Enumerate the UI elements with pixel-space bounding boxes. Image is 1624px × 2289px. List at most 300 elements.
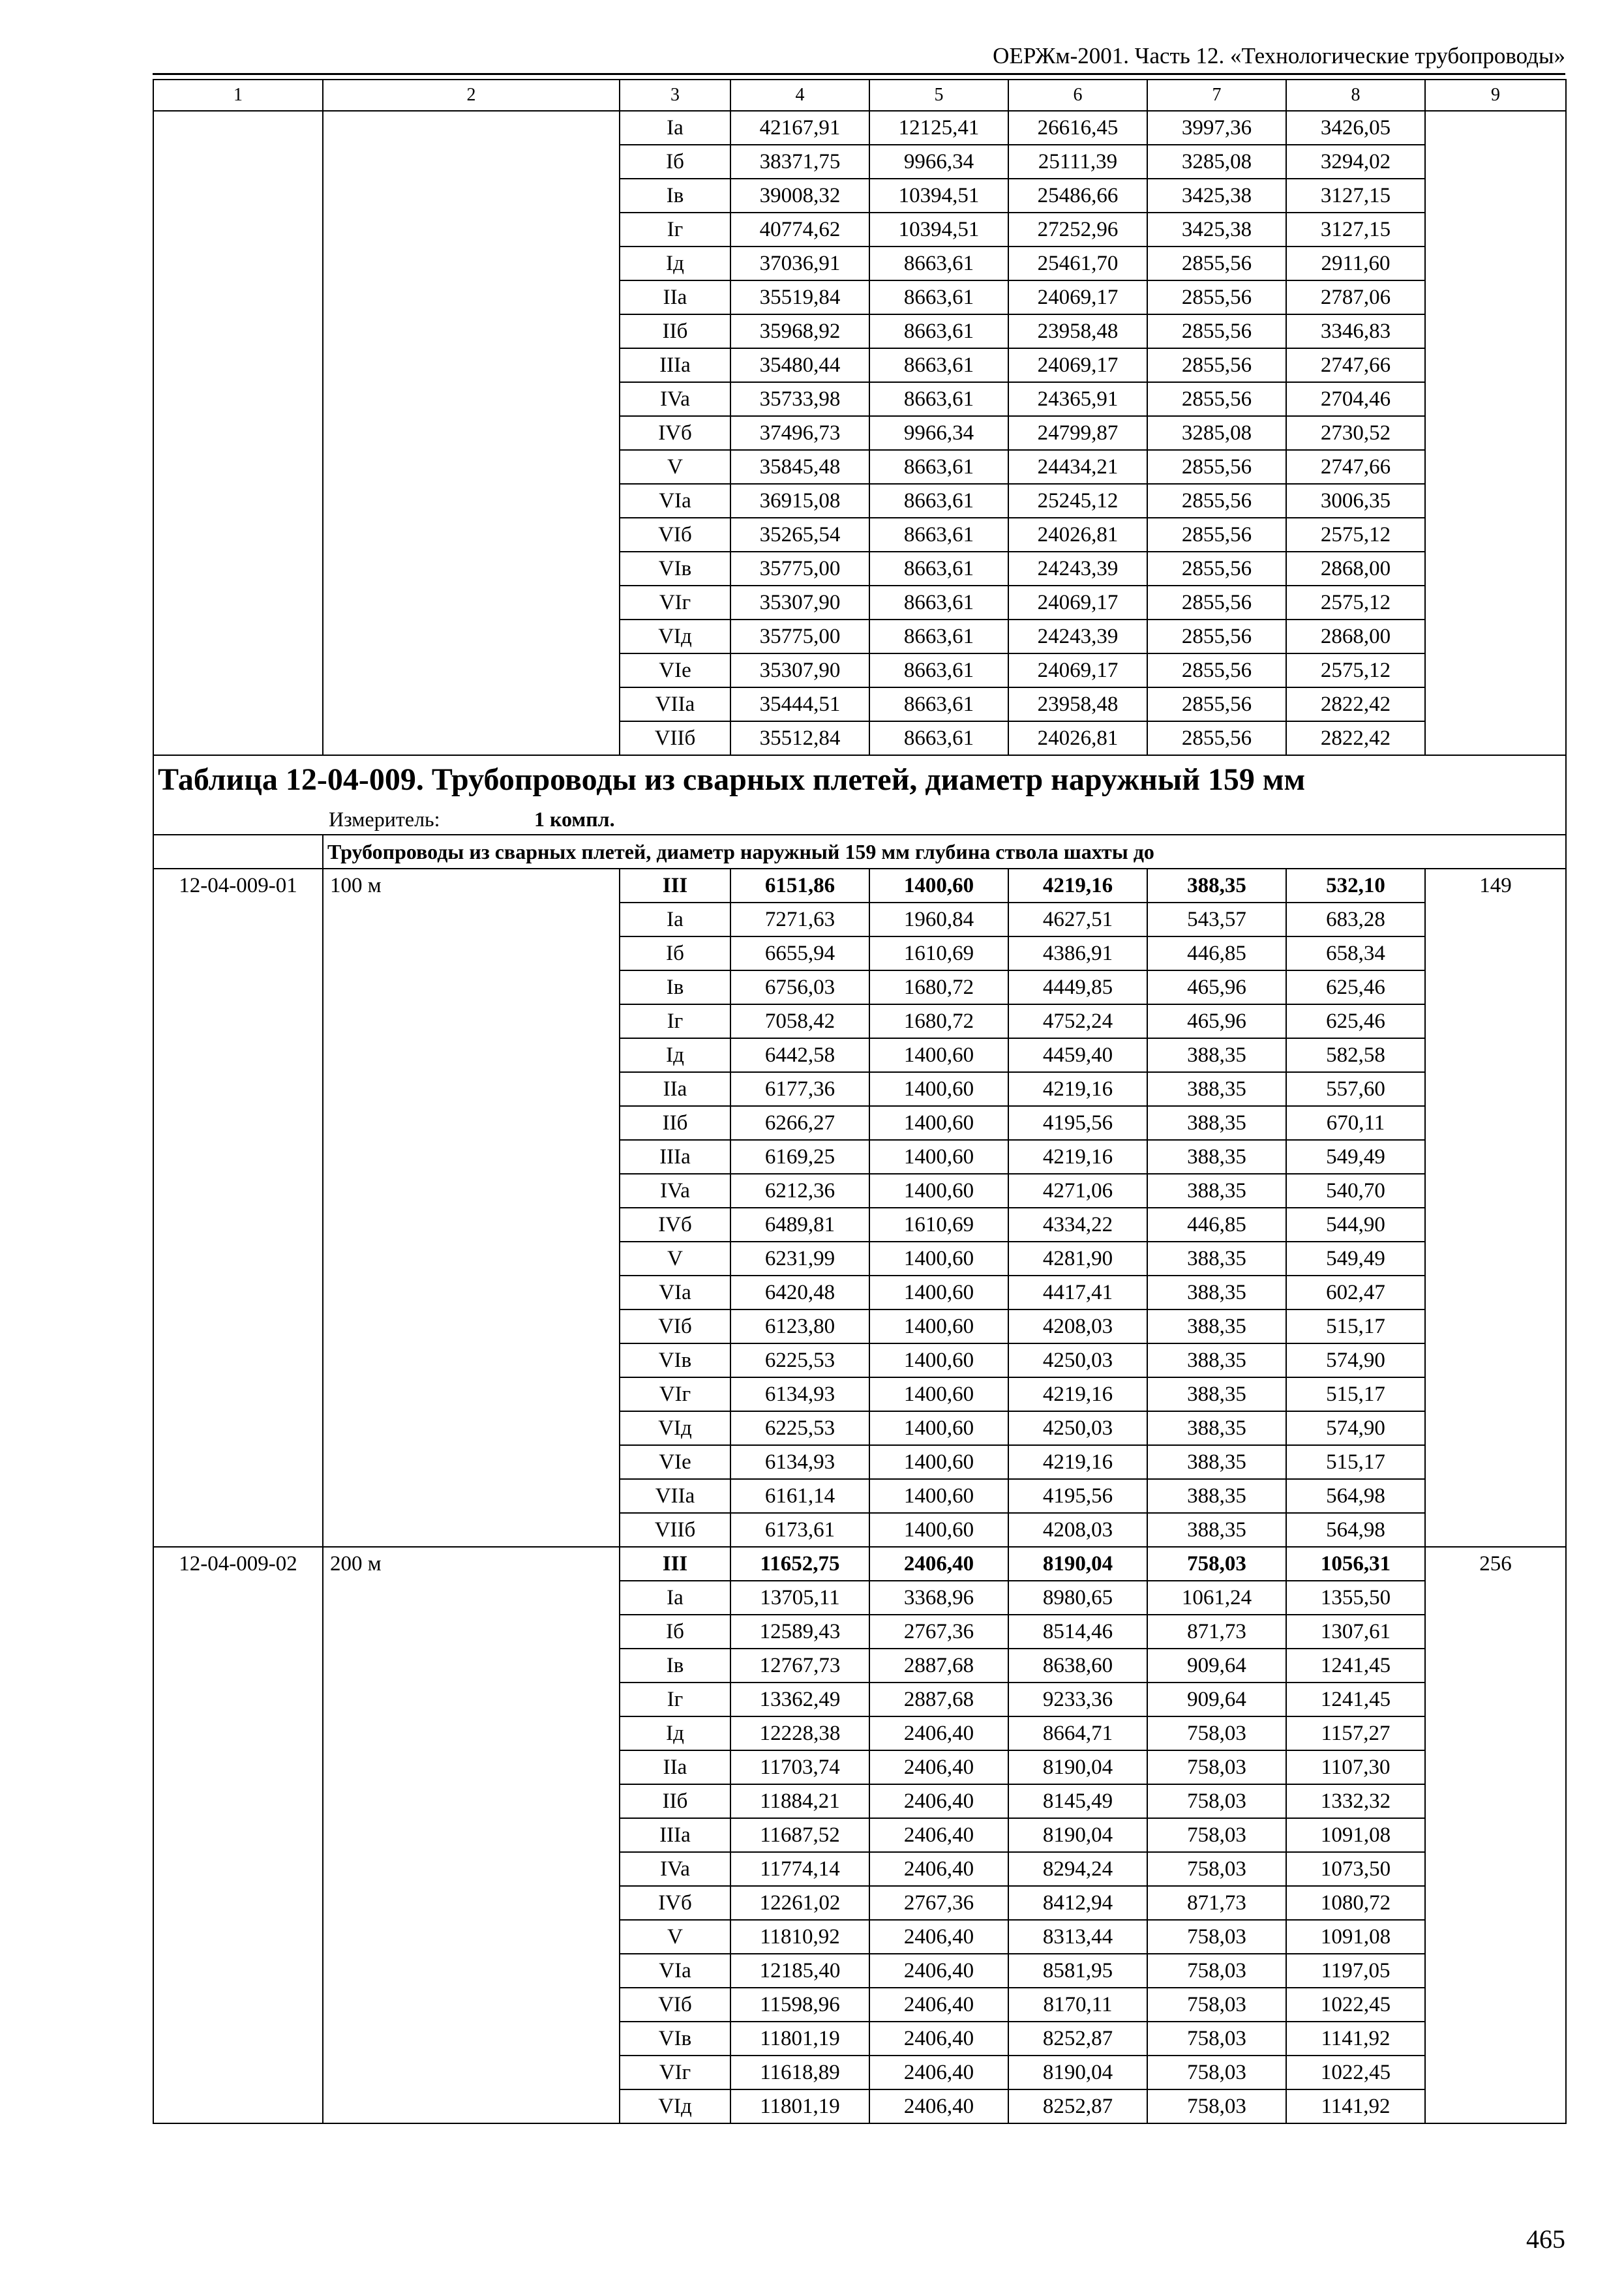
value-cell: 2868,00 bbox=[1286, 620, 1425, 653]
value-cell: 40774,62 bbox=[730, 213, 869, 247]
value-cell: 24026,81 bbox=[1008, 518, 1147, 552]
value-cell: 35775,00 bbox=[730, 552, 869, 586]
table-title: Таблица 12-04-009. Трубопроводы из сварных плетей, диаметр наружный 159 мм bbox=[153, 755, 1566, 804]
value-cell: 8663,61 bbox=[869, 687, 1008, 721]
value-cell: 8663,61 bbox=[869, 620, 1008, 653]
zone-cell: IIб bbox=[620, 1106, 730, 1140]
value-cell: 6420,48 bbox=[730, 1276, 869, 1309]
value-cell: 388,35 bbox=[1147, 1242, 1286, 1276]
value-cell: 2855,56 bbox=[1147, 450, 1286, 484]
value-cell: 4449,85 bbox=[1008, 970, 1147, 1004]
value-cell: 12589,43 bbox=[730, 1615, 869, 1649]
value-cell: 9966,34 bbox=[869, 416, 1008, 450]
value-cell: 2855,56 bbox=[1147, 314, 1286, 348]
value-cell: 1400,60 bbox=[869, 1411, 1008, 1445]
value-cell: 11884,21 bbox=[730, 1784, 869, 1818]
value-cell: 543,57 bbox=[1147, 903, 1286, 936]
zone-cell: VIв bbox=[620, 552, 730, 586]
value-cell: 3006,35 bbox=[1286, 484, 1425, 518]
table-row bbox=[153, 111, 1566, 145]
value-cell: 1141,92 bbox=[1286, 2089, 1425, 2123]
column-number: 2 bbox=[323, 80, 620, 111]
unit-value: 1 компл. bbox=[534, 807, 615, 831]
zone-cell: VIд bbox=[620, 2089, 730, 2123]
value-cell: 1400,60 bbox=[869, 1276, 1008, 1309]
value-cell: 4627,51 bbox=[1008, 903, 1147, 936]
value-cell: 1141,92 bbox=[1286, 2022, 1425, 2056]
zone-cell: VIIa bbox=[620, 687, 730, 721]
zone-cell: Iб bbox=[620, 1615, 730, 1649]
value-cell: 4752,24 bbox=[1008, 1004, 1147, 1038]
value-cell: 1056,31 bbox=[1286, 1547, 1425, 1581]
value-cell: 871,73 bbox=[1147, 1615, 1286, 1649]
item-total: 256 bbox=[1425, 1547, 1566, 2123]
zone-cell: VIIб bbox=[620, 1513, 730, 1547]
column-number: 1 bbox=[153, 80, 323, 111]
value-cell: 388,35 bbox=[1147, 1513, 1286, 1547]
value-cell: 2575,12 bbox=[1286, 586, 1425, 620]
value-cell: 6169,25 bbox=[730, 1140, 869, 1174]
unit-label: Измеритель: bbox=[329, 807, 440, 831]
value-cell: 25245,12 bbox=[1008, 484, 1147, 518]
value-cell: 2406,40 bbox=[869, 1954, 1008, 1988]
table-body bbox=[153, 80, 1566, 2123]
value-cell: 758,03 bbox=[1147, 1818, 1286, 1852]
zone-cell: IIб bbox=[620, 1784, 730, 1818]
value-cell: 6756,03 bbox=[730, 970, 869, 1004]
value-cell: 7058,42 bbox=[730, 1004, 869, 1038]
unit-cell bbox=[153, 804, 1566, 835]
value-cell: 1157,27 bbox=[1286, 1716, 1425, 1750]
value-cell: 8663,61 bbox=[869, 348, 1008, 382]
value-cell: 465,96 bbox=[1147, 1004, 1286, 1038]
value-cell: 2787,06 bbox=[1286, 280, 1425, 314]
value-cell: 4219,16 bbox=[1008, 1072, 1147, 1106]
value-cell: 625,46 bbox=[1286, 1004, 1425, 1038]
value-cell: 388,35 bbox=[1147, 1445, 1286, 1479]
table-title-row bbox=[153, 755, 1566, 804]
value-cell: 1355,50 bbox=[1286, 1581, 1425, 1615]
value-cell: 758,03 bbox=[1147, 1547, 1286, 1581]
value-cell: 2406,40 bbox=[869, 1818, 1008, 1852]
value-cell: 1022,45 bbox=[1286, 2056, 1425, 2089]
zone-cell: VIa bbox=[620, 1276, 730, 1309]
zone-cell: IIIa bbox=[620, 1140, 730, 1174]
value-cell: 8663,61 bbox=[869, 586, 1008, 620]
value-cell: 11801,19 bbox=[730, 2022, 869, 2056]
value-cell: 4459,40 bbox=[1008, 1038, 1147, 1072]
value-cell: 8190,04 bbox=[1008, 1818, 1147, 1852]
value-cell: 3997,36 bbox=[1147, 111, 1286, 145]
zone-cell: V bbox=[620, 450, 730, 484]
section-heading-cell bbox=[323, 835, 1566, 869]
column-number: 5 bbox=[869, 80, 1008, 111]
value-cell: 683,28 bbox=[1286, 903, 1425, 936]
value-cell: 2855,56 bbox=[1147, 484, 1286, 518]
value-cell: 8581,95 bbox=[1008, 1954, 1147, 1988]
value-cell: 544,90 bbox=[1286, 1208, 1425, 1242]
value-cell: 3346,83 bbox=[1286, 314, 1425, 348]
value-cell: 2855,56 bbox=[1147, 247, 1286, 280]
value-cell: 11598,96 bbox=[730, 1988, 869, 2022]
value-cell: 532,10 bbox=[1286, 869, 1425, 903]
value-cell: 871,73 bbox=[1147, 1886, 1286, 1920]
value-cell: 582,58 bbox=[1286, 1038, 1425, 1072]
value-cell: 4386,91 bbox=[1008, 936, 1147, 970]
zone-cell: Iд bbox=[620, 1038, 730, 1072]
value-cell: 388,35 bbox=[1147, 1106, 1286, 1140]
value-cell: 2406,40 bbox=[869, 1547, 1008, 1581]
value-cell: 2855,56 bbox=[1147, 552, 1286, 586]
value-cell: 388,35 bbox=[1147, 1072, 1286, 1106]
value-cell: 8663,61 bbox=[869, 450, 1008, 484]
value-cell: 564,98 bbox=[1286, 1479, 1425, 1513]
value-cell: 4250,03 bbox=[1008, 1343, 1147, 1377]
value-cell: 4219,16 bbox=[1008, 1445, 1147, 1479]
column-number: 7 bbox=[1147, 80, 1286, 111]
value-cell: 4271,06 bbox=[1008, 1174, 1147, 1208]
value-cell: 1332,32 bbox=[1286, 1784, 1425, 1818]
value-cell: 388,35 bbox=[1147, 1276, 1286, 1309]
value-cell: 11703,74 bbox=[730, 1750, 869, 1784]
value-cell: 2406,40 bbox=[869, 2089, 1008, 2123]
value-cell: 24069,17 bbox=[1008, 280, 1147, 314]
value-cell: 388,35 bbox=[1147, 1038, 1286, 1072]
zone-cell: IVa bbox=[620, 1174, 730, 1208]
value-cell: 1022,45 bbox=[1286, 1988, 1425, 2022]
value-cell: 2855,56 bbox=[1147, 653, 1286, 687]
zone-cell: Iд bbox=[620, 1716, 730, 1750]
value-cell: 2767,36 bbox=[869, 1615, 1008, 1649]
value-cell: 10394,51 bbox=[869, 179, 1008, 213]
zone-cell: VIIa bbox=[620, 1479, 730, 1513]
value-cell: 4208,03 bbox=[1008, 1309, 1147, 1343]
value-cell: 8663,61 bbox=[869, 552, 1008, 586]
zone-cell: IIa bbox=[620, 1750, 730, 1784]
value-cell: 9233,36 bbox=[1008, 1683, 1147, 1716]
value-cell: 1400,60 bbox=[869, 1038, 1008, 1072]
value-cell: 8252,87 bbox=[1008, 2089, 1147, 2123]
value-cell: 388,35 bbox=[1147, 1309, 1286, 1343]
value-cell: 38371,75 bbox=[730, 145, 869, 179]
value-cell: 4195,56 bbox=[1008, 1106, 1147, 1140]
value-cell: 8514,46 bbox=[1008, 1615, 1147, 1649]
item-code: 12-04-009-01 bbox=[153, 869, 323, 1547]
value-cell: 8664,71 bbox=[1008, 1716, 1147, 1750]
zone-cell: Ia bbox=[620, 903, 730, 936]
value-cell: 670,11 bbox=[1286, 1106, 1425, 1140]
value-cell: 6489,81 bbox=[730, 1208, 869, 1242]
value-cell: 1400,60 bbox=[869, 1343, 1008, 1377]
zone-cell: IVб bbox=[620, 1208, 730, 1242]
value-cell: 6225,53 bbox=[730, 1411, 869, 1445]
value-cell: 8190,04 bbox=[1008, 1547, 1147, 1581]
column-number: 8 bbox=[1286, 80, 1425, 111]
value-cell: 1400,60 bbox=[869, 1513, 1008, 1547]
value-cell: 602,47 bbox=[1286, 1276, 1425, 1309]
value-cell: 2822,42 bbox=[1286, 721, 1425, 755]
value-cell: 27252,96 bbox=[1008, 213, 1147, 247]
value-cell: 8663,61 bbox=[869, 721, 1008, 755]
zone-cell: V bbox=[620, 1242, 730, 1276]
value-cell: 24799,87 bbox=[1008, 416, 1147, 450]
zone-cell: VIг bbox=[620, 1377, 730, 1411]
value-cell: 8980,65 bbox=[1008, 1581, 1147, 1615]
zone-cell: IIa bbox=[620, 280, 730, 314]
value-cell: 1061,24 bbox=[1147, 1581, 1286, 1615]
zone-cell: VIг bbox=[620, 586, 730, 620]
column-number: 3 bbox=[620, 80, 730, 111]
value-cell: 6212,36 bbox=[730, 1174, 869, 1208]
value-cell: 758,03 bbox=[1147, 1988, 1286, 2022]
value-cell: 8663,61 bbox=[869, 484, 1008, 518]
value-cell: 2406,40 bbox=[869, 1988, 1008, 2022]
value-cell: 35519,84 bbox=[730, 280, 869, 314]
header-rule bbox=[153, 73, 1565, 75]
value-cell: 26616,45 bbox=[1008, 111, 1147, 145]
zone-cell: VIг bbox=[620, 2056, 730, 2089]
value-cell: 1241,45 bbox=[1286, 1683, 1425, 1716]
value-cell: 11618,89 bbox=[730, 2056, 869, 2089]
value-cell: 9966,34 bbox=[869, 145, 1008, 179]
zone-cell: Ia bbox=[620, 111, 730, 145]
value-cell: 4417,41 bbox=[1008, 1276, 1147, 1309]
value-cell: 1107,30 bbox=[1286, 1750, 1425, 1784]
value-cell: 4281,90 bbox=[1008, 1242, 1147, 1276]
value-cell: 3294,02 bbox=[1286, 145, 1425, 179]
zone-cell: Iд bbox=[620, 247, 730, 280]
value-cell: 8190,04 bbox=[1008, 1750, 1147, 1784]
value-cell: 1610,69 bbox=[869, 1208, 1008, 1242]
value-cell: 465,96 bbox=[1147, 970, 1286, 1004]
value-cell: 12185,40 bbox=[730, 1954, 869, 1988]
value-cell: 1960,84 bbox=[869, 903, 1008, 936]
value-cell: 574,90 bbox=[1286, 1411, 1425, 1445]
value-cell: 2747,66 bbox=[1286, 450, 1425, 484]
zone-cell: Ia bbox=[620, 1581, 730, 1615]
value-cell: 446,85 bbox=[1147, 936, 1286, 970]
value-cell: 8638,60 bbox=[1008, 1649, 1147, 1683]
value-cell: 4334,22 bbox=[1008, 1208, 1147, 1242]
value-cell: 35733,98 bbox=[730, 382, 869, 416]
value-cell: 13362,49 bbox=[730, 1683, 869, 1716]
value-cell: 2575,12 bbox=[1286, 653, 1425, 687]
value-cell: 8663,61 bbox=[869, 280, 1008, 314]
value-cell: 11810,92 bbox=[730, 1920, 869, 1954]
value-cell: 24069,17 bbox=[1008, 653, 1147, 687]
value-cell: 6177,36 bbox=[730, 1072, 869, 1106]
value-cell: 6442,58 bbox=[730, 1038, 869, 1072]
running-header: ОЕРЖм-2001. Часть 12. «Технологические трубопроводы» bbox=[993, 43, 1565, 68]
value-cell: 35444,51 bbox=[730, 687, 869, 721]
zone-cell: IIб bbox=[620, 314, 730, 348]
value-cell: 1400,60 bbox=[869, 1242, 1008, 1276]
zone-cell: Iв bbox=[620, 970, 730, 1004]
zone-cell: IVa bbox=[620, 1852, 730, 1886]
column-number: 4 bbox=[730, 80, 869, 111]
zone-cell: IIIa bbox=[620, 1818, 730, 1852]
value-cell: 388,35 bbox=[1147, 1411, 1286, 1445]
zone-cell: VIe bbox=[620, 1445, 730, 1479]
value-cell: 549,49 bbox=[1286, 1242, 1425, 1276]
value-cell: 1091,08 bbox=[1286, 1818, 1425, 1852]
value-cell: 2747,66 bbox=[1286, 348, 1425, 382]
value-cell: 2406,40 bbox=[869, 2022, 1008, 2056]
value-cell: 2822,42 bbox=[1286, 687, 1425, 721]
value-cell: 35968,92 bbox=[730, 314, 869, 348]
value-cell: 6134,93 bbox=[730, 1377, 869, 1411]
zone-cell: VIa bbox=[620, 1954, 730, 1988]
value-cell: 25461,70 bbox=[1008, 247, 1147, 280]
value-cell: 1400,60 bbox=[869, 1377, 1008, 1411]
value-cell: 1400,60 bbox=[869, 1309, 1008, 1343]
value-cell: 758,03 bbox=[1147, 1852, 1286, 1886]
value-cell: 12228,38 bbox=[730, 1716, 869, 1750]
value-cell: 24069,17 bbox=[1008, 348, 1147, 382]
value-cell: 758,03 bbox=[1147, 1954, 1286, 1988]
zone-cell: Iг bbox=[620, 1004, 730, 1038]
value-cell: 11687,52 bbox=[730, 1818, 869, 1852]
zone-cell: Iб bbox=[620, 145, 730, 179]
value-cell: 1680,72 bbox=[869, 1004, 1008, 1038]
zone-cell: III bbox=[620, 869, 730, 903]
value-cell: 6151,86 bbox=[730, 869, 869, 903]
value-cell: 3285,08 bbox=[1147, 416, 1286, 450]
zone-cell: VIв bbox=[620, 2022, 730, 2056]
zone-cell: Iв bbox=[620, 1649, 730, 1683]
value-cell: 1610,69 bbox=[869, 936, 1008, 970]
value-cell: 24434,21 bbox=[1008, 450, 1147, 484]
value-cell: 25111,39 bbox=[1008, 145, 1147, 179]
value-cell: 2855,56 bbox=[1147, 348, 1286, 382]
value-cell: 2767,36 bbox=[869, 1886, 1008, 1920]
value-cell: 388,35 bbox=[1147, 1174, 1286, 1208]
zone-cell: V bbox=[620, 1920, 730, 1954]
value-cell: 758,03 bbox=[1147, 2089, 1286, 2123]
unit-row bbox=[153, 804, 1566, 835]
value-cell: 2406,40 bbox=[869, 1750, 1008, 1784]
zone-cell: IIa bbox=[620, 1072, 730, 1106]
value-cell: 4250,03 bbox=[1008, 1411, 1147, 1445]
value-cell: 2855,56 bbox=[1147, 518, 1286, 552]
value-cell: 2855,56 bbox=[1147, 280, 1286, 314]
zone-cell: VIб bbox=[620, 1988, 730, 2022]
total-cell bbox=[1425, 111, 1566, 755]
zone-cell: VIa bbox=[620, 484, 730, 518]
value-cell: 1091,08 bbox=[1286, 1920, 1425, 1954]
page-number: 465 bbox=[1526, 2224, 1565, 2254]
value-cell: 1307,61 bbox=[1286, 1615, 1425, 1649]
value-cell: 24243,39 bbox=[1008, 620, 1147, 653]
value-cell: 758,03 bbox=[1147, 1716, 1286, 1750]
value-cell: 4219,16 bbox=[1008, 1377, 1147, 1411]
value-cell: 8170,11 bbox=[1008, 1988, 1147, 2022]
value-cell: 3426,05 bbox=[1286, 111, 1425, 145]
zone-cell: VIe bbox=[620, 653, 730, 687]
value-cell: 4195,56 bbox=[1008, 1479, 1147, 1513]
value-cell: 3425,38 bbox=[1147, 213, 1286, 247]
value-cell: 3127,15 bbox=[1286, 179, 1425, 213]
zone-cell: VIд bbox=[620, 1411, 730, 1445]
value-cell: 39008,32 bbox=[730, 179, 869, 213]
value-cell: 388,35 bbox=[1147, 1343, 1286, 1377]
value-cell: 8412,94 bbox=[1008, 1886, 1147, 1920]
value-cell: 758,03 bbox=[1147, 2022, 1286, 2056]
value-cell: 2406,40 bbox=[869, 1920, 1008, 1954]
value-cell: 24365,91 bbox=[1008, 382, 1147, 416]
value-cell: 35265,54 bbox=[730, 518, 869, 552]
value-cell: 8663,61 bbox=[869, 314, 1008, 348]
value-cell: 8663,61 bbox=[869, 653, 1008, 687]
value-cell: 1400,60 bbox=[869, 869, 1008, 903]
value-cell: 8252,87 bbox=[1008, 2022, 1147, 2056]
value-cell: 3285,08 bbox=[1147, 145, 1286, 179]
value-cell: 3368,96 bbox=[869, 1581, 1008, 1615]
value-cell: 1400,60 bbox=[869, 1479, 1008, 1513]
value-cell: 1400,60 bbox=[869, 1140, 1008, 1174]
value-cell: 24243,39 bbox=[1008, 552, 1147, 586]
item-total: 149 bbox=[1425, 869, 1566, 1547]
value-cell: 8145,49 bbox=[1008, 1784, 1147, 1818]
value-cell: 23958,48 bbox=[1008, 314, 1147, 348]
value-cell: 446,85 bbox=[1147, 1208, 1286, 1242]
zone-cell: Iв bbox=[620, 179, 730, 213]
value-cell: 8663,61 bbox=[869, 518, 1008, 552]
value-cell: 8663,61 bbox=[869, 382, 1008, 416]
value-cell: 24026,81 bbox=[1008, 721, 1147, 755]
table-row bbox=[153, 869, 1566, 903]
value-cell: 12767,73 bbox=[730, 1649, 869, 1683]
value-cell: 574,90 bbox=[1286, 1343, 1425, 1377]
value-cell: 2855,56 bbox=[1147, 586, 1286, 620]
column-number: 9 bbox=[1425, 80, 1566, 111]
zone-cell: VIв bbox=[620, 1343, 730, 1377]
value-cell: 388,35 bbox=[1147, 869, 1286, 903]
value-cell: 37496,73 bbox=[730, 416, 869, 450]
column-number: 6 bbox=[1008, 80, 1147, 111]
zone-cell: VIIб bbox=[620, 721, 730, 755]
value-cell: 23958,48 bbox=[1008, 687, 1147, 721]
code-cell bbox=[153, 111, 323, 755]
value-cell: 1197,05 bbox=[1286, 1954, 1425, 1988]
value-cell: 2855,56 bbox=[1147, 382, 1286, 416]
value-cell: 35775,00 bbox=[730, 620, 869, 653]
zone-cell: IVб bbox=[620, 1886, 730, 1920]
value-cell: 8663,61 bbox=[869, 247, 1008, 280]
zone-cell: VIб bbox=[620, 518, 730, 552]
value-cell: 12261,02 bbox=[730, 1886, 869, 1920]
value-cell: 909,64 bbox=[1147, 1649, 1286, 1683]
value-cell: 8313,44 bbox=[1008, 1920, 1147, 1954]
zone-cell: VIб bbox=[620, 1309, 730, 1343]
zone-cell: Iб bbox=[620, 936, 730, 970]
item-name: 200 м bbox=[323, 1547, 620, 2123]
value-cell: 1080,72 bbox=[1286, 1886, 1425, 1920]
value-cell: 3425,38 bbox=[1147, 179, 1286, 213]
value-cell: 515,17 bbox=[1286, 1377, 1425, 1411]
value-cell: 515,17 bbox=[1286, 1445, 1425, 1479]
value-cell: 1073,50 bbox=[1286, 1852, 1425, 1886]
value-cell: 11801,19 bbox=[730, 2089, 869, 2123]
value-cell: 758,03 bbox=[1147, 1784, 1286, 1818]
value-cell: 758,03 bbox=[1147, 1920, 1286, 1954]
estimate-table bbox=[153, 79, 1567, 2124]
value-cell: 6161,14 bbox=[730, 1479, 869, 1513]
value-cell: 2855,56 bbox=[1147, 620, 1286, 653]
value-cell: 1400,60 bbox=[869, 1445, 1008, 1479]
value-cell: 4208,03 bbox=[1008, 1513, 1147, 1547]
value-cell: 1400,60 bbox=[869, 1106, 1008, 1140]
